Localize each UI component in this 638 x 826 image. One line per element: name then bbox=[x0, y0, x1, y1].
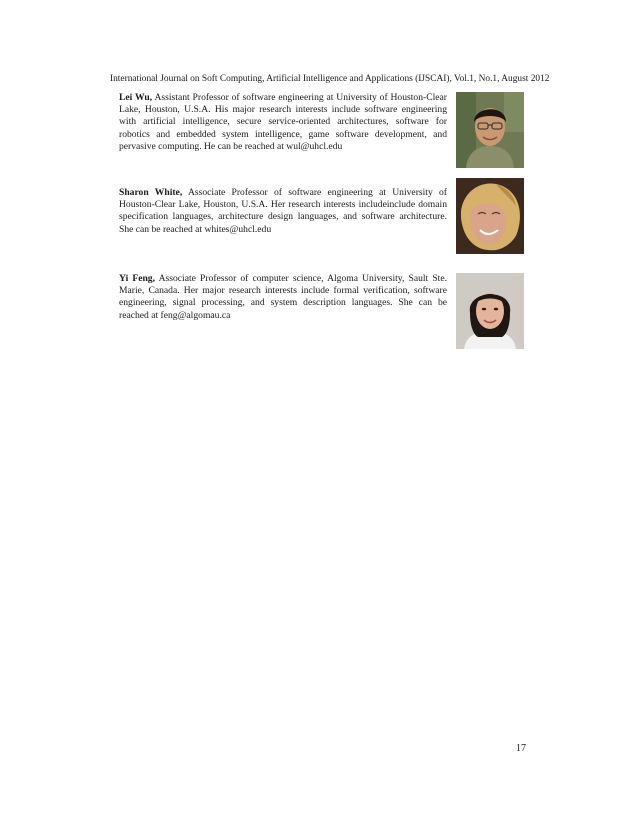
running-header: International Journal on Soft Computing, Artificial Intelligence and Applications (IJSCAI), Vol.1, No.1, August 2012 bbox=[110, 74, 550, 84]
portrait-lei-wu bbox=[456, 92, 524, 168]
author-name: Sharon White, bbox=[119, 187, 183, 198]
author-bio-sharon-white bbox=[119, 187, 447, 236]
author-photo-sharon-white bbox=[456, 178, 524, 254]
author-bio-text: Associate Professor of computer science, Algoma University, Sault Ste. Marie, Canada. Her major research interests include formal verification, software engineering, signal processing, and system description languages. She can be reached at feng@algomau.ca bbox=[119, 273, 447, 321]
author-photo-lei-wu bbox=[456, 92, 524, 168]
author-photo-yi-feng bbox=[456, 273, 524, 349]
author-name: Yi Feng, bbox=[119, 273, 156, 284]
author-name: Lei Wu, bbox=[119, 92, 153, 103]
author-bio-lei-wu bbox=[119, 92, 447, 153]
portrait-yi-feng bbox=[456, 273, 524, 349]
author-bio-yi-feng bbox=[119, 273, 447, 322]
portrait-sharon-white bbox=[456, 178, 524, 254]
author-bio-text: Assistant Professor of software engineering at University of Houston-Clear Lake, Houston, U.S.A. His major research interests include software engineering with artificial intelligence, secure service-oriented architectures, software for robotics and embedded system intelligence, game software development, and pervasive computing. He can be reached at wul@uhcl.edu bbox=[119, 92, 447, 152]
page-number: 17 bbox=[516, 743, 526, 754]
author-bio-text: Associate Professor of software engineering at University of Houston-Clear Lake, Houston, U.S.A. Her research interests includeinclude domain specification languages, architecture design languages, and software architecture. She can be reached at whites@uhcl.edu bbox=[119, 187, 447, 235]
